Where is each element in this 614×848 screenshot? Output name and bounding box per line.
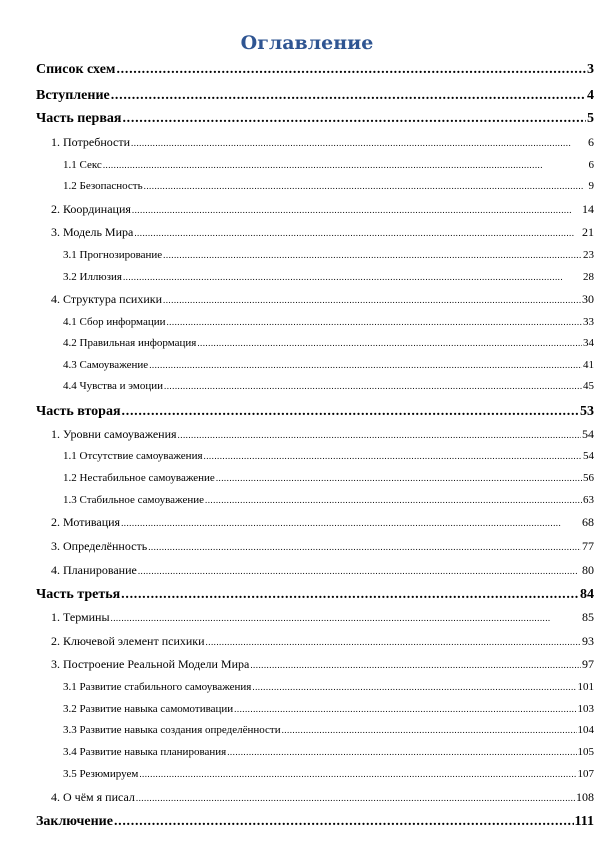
toc-entry-text: 1.1 Секс [63,159,102,171]
toc-leader-dots [166,316,582,328]
toc-entry-page: 54 [583,450,594,462]
toc-entry-3-3[interactable] [51,656,594,672]
toc-leader-dots [114,814,574,830]
toc-entry-3-3-5[interactable] [63,766,594,780]
toc-entry-page: 97 [582,657,594,671]
toc-leader-dots [178,427,581,442]
toc-entry-text: 4. Структура психики [51,292,163,306]
toc-leader-dots [121,515,581,530]
toc-leader-dots [164,380,582,392]
toc-entry-text: Часть вторая [36,404,121,419]
toc-entry-schemes[interactable] [36,60,594,78]
toc-entry-page: 84 [580,587,594,602]
toc-title: Оглавление [240,32,374,54]
toc-entry-2-3[interactable] [51,538,594,554]
toc-entry-2-2[interactable] [51,514,594,530]
toc-entry-page: 23 [583,249,594,261]
toc-entry-part-1[interactable] [36,109,594,127]
toc-entry-page: 101 [577,681,594,693]
toc-entry-3-3-3[interactable] [63,722,594,736]
toc-entry-text: Список схем [36,62,116,77]
toc-entry-page: 30 [582,292,594,306]
toc-entry-3-4[interactable] [51,789,594,805]
toc-entry-3-3-4[interactable] [63,744,594,758]
toc-leader-dots [122,404,579,420]
toc-entry-page: 111 [574,814,594,829]
toc-leader-dots [144,180,588,192]
toc-entry-page: 80 [582,563,594,577]
toc-entry-page: 104 [577,724,594,736]
toc-entry-part-3[interactable] [36,585,594,603]
toc-leader-dots [138,563,581,578]
toc-entry-text: Часть первая [36,111,122,126]
toc-entry-1-1-2[interactable] [63,178,594,192]
toc-entry-1-3[interactable] [51,224,594,240]
toc-leader-dots [163,249,582,261]
toc-entry-page: 6 [588,159,594,171]
toc-leader-dots [103,159,588,171]
toc-entry-page: 68 [582,515,594,529]
toc-leader-dots [163,292,581,307]
toc-entry-text: 3. Определённость [51,539,148,553]
toc-entry-text: 1. Потребности [51,135,131,149]
toc-entry-2-4[interactable] [51,562,594,578]
toc-entry-page: 107 [577,768,594,780]
toc-entry-1-3-1[interactable] [63,247,594,261]
toc-leader-dots [149,359,582,371]
toc-entry-page: 53 [580,404,594,419]
toc-entry-page: 56 [583,472,594,484]
toc-entry-text: 1.3 Стабильное самоуважение [63,494,205,506]
toc-entry-1-4[interactable] [51,291,594,307]
toc-entry-text: 3.3 Развитие навыка создания определённости [63,724,281,736]
toc-entry-2-1[interactable] [51,426,594,442]
toc-leader-dots [132,202,581,217]
toc-entry-page: 103 [577,703,594,715]
toc-entry-text: 3.2 Развитие навыка самомотивации [63,703,234,715]
toc-entry-text: 3.5 Резюмируем [63,768,139,780]
toc-leader-dots [234,703,576,715]
toc-entry-3-3-2[interactable] [63,701,594,715]
toc-leader-dots [282,724,577,736]
toc-entry-page: 108 [576,790,594,804]
toc-leader-dots [204,450,582,462]
toc-entry-1-1[interactable] [51,134,594,150]
toc-entry-page: 5 [587,111,594,126]
toc-entry-text: 4.1 Сбор информации [63,316,166,328]
toc-leader-dots [122,111,586,127]
toc-entry-text: 3. Построение Реальной Модели Мира [51,657,250,671]
toc-entry-page: 34 [583,337,594,349]
toc-leader-dots [252,681,576,693]
toc-entry-page: 105 [577,746,594,758]
toc-leader-dots [123,271,582,283]
toc-entry-text: 3.2 Иллюзия [63,271,122,283]
toc-entry-text: 1.2 Безопасность [63,180,143,192]
toc-entry-text: 2. Ключевой элемент психики [51,634,205,648]
toc-entry-text: 2. Мотивация [51,515,121,529]
toc-entry-1-4-4[interactable] [63,378,594,392]
toc-entry-conclusion[interactable] [36,812,594,830]
toc-entry-page: 14 [582,202,594,216]
toc-entry-page: 28 [583,271,594,283]
toc-leader-dots [216,472,582,484]
toc-entry-text: 4.4 Чувства и эмоции [63,380,164,392]
toc-leader-dots [136,790,575,805]
toc-entry-1-4-3[interactable] [63,357,594,371]
toc-entry-text: 1.2 Нестабильное самоуважение [63,472,215,484]
toc-entry-text: Часть третья [36,587,121,602]
toc-entry-text: 2. Координация [51,202,131,216]
toc-entry-page: 45 [583,380,594,392]
toc-leader-dots [250,657,581,672]
toc-entry-text: 1. Термины [51,610,110,624]
toc-entry-text: 4.2 Правильная информация [63,337,197,349]
toc-entry-page: 54 [582,427,594,441]
toc-leader-dots [148,539,581,554]
toc-entry-2-1-1[interactable] [63,448,594,462]
toc-entry-text: 1.1 Отсутствие самоуважения [63,450,203,462]
toc-entry-3-1[interactable] [51,609,594,625]
toc-entry-text: Заключение [36,814,113,829]
toc-entry-text: Вступление [36,88,110,103]
toc-entry-1-4-2[interactable] [63,335,594,349]
toc-entry-page: 63 [583,494,594,506]
toc-entry-3-2[interactable] [51,633,594,649]
toc-entry-1-3-2[interactable] [63,269,594,283]
toc-leader-dots [131,135,587,150]
toc-entry-text: 3.4 Развитие навыка планирования [63,746,227,758]
toc-entry-page: 6 [588,135,594,149]
toc-entry-intro[interactable] [36,86,594,104]
toc-entry-page: 4 [587,88,594,103]
toc-entry-1-2[interactable] [51,201,594,217]
toc-leader-dots [121,587,579,603]
toc-entry-text: 1. Уровни самоуважения [51,427,177,441]
toc-entry-2-1-3[interactable] [63,492,594,506]
toc-leader-dots [111,610,581,625]
toc-entry-1-4-1[interactable] [63,314,594,328]
toc-leader-dots [206,634,581,649]
toc-entry-3-3-1[interactable] [63,679,594,693]
toc-leader-dots [227,746,576,758]
toc-entry-2-1-2[interactable] [63,470,594,484]
toc-leader-dots [116,62,586,78]
toc-entry-text: 4. О чём я писал [51,790,135,804]
toc-leader-dots [134,225,581,240]
toc-leader-dots [197,337,582,349]
toc-entry-text: 3.1 Развитие стабильного самоуважения [63,681,252,693]
toc-entry-page: 41 [583,359,594,371]
toc-entry-text: 3.1 Прогнозирование [63,249,163,261]
toc-entry-page: 93 [582,634,594,648]
toc-leader-dots [205,494,582,506]
toc-entry-page: 77 [582,539,594,553]
toc-entry-1-1-1[interactable] [63,157,594,171]
toc-entry-page: 3 [587,62,594,77]
toc-leader-dots [139,768,576,780]
toc-entry-text: 4. Планирование [51,563,137,577]
toc-entry-page: 33 [583,316,594,328]
toc-entry-page: 21 [582,225,594,239]
toc-entry-page: 9 [588,180,594,192]
toc-entry-text: 4.3 Самоуважение [63,359,149,371]
toc-leader-dots [111,88,586,104]
toc-entry-page: 85 [582,610,594,624]
toc-entry-part-2[interactable] [36,402,594,420]
toc-entry-text: 3. Модель Мира [51,225,134,239]
